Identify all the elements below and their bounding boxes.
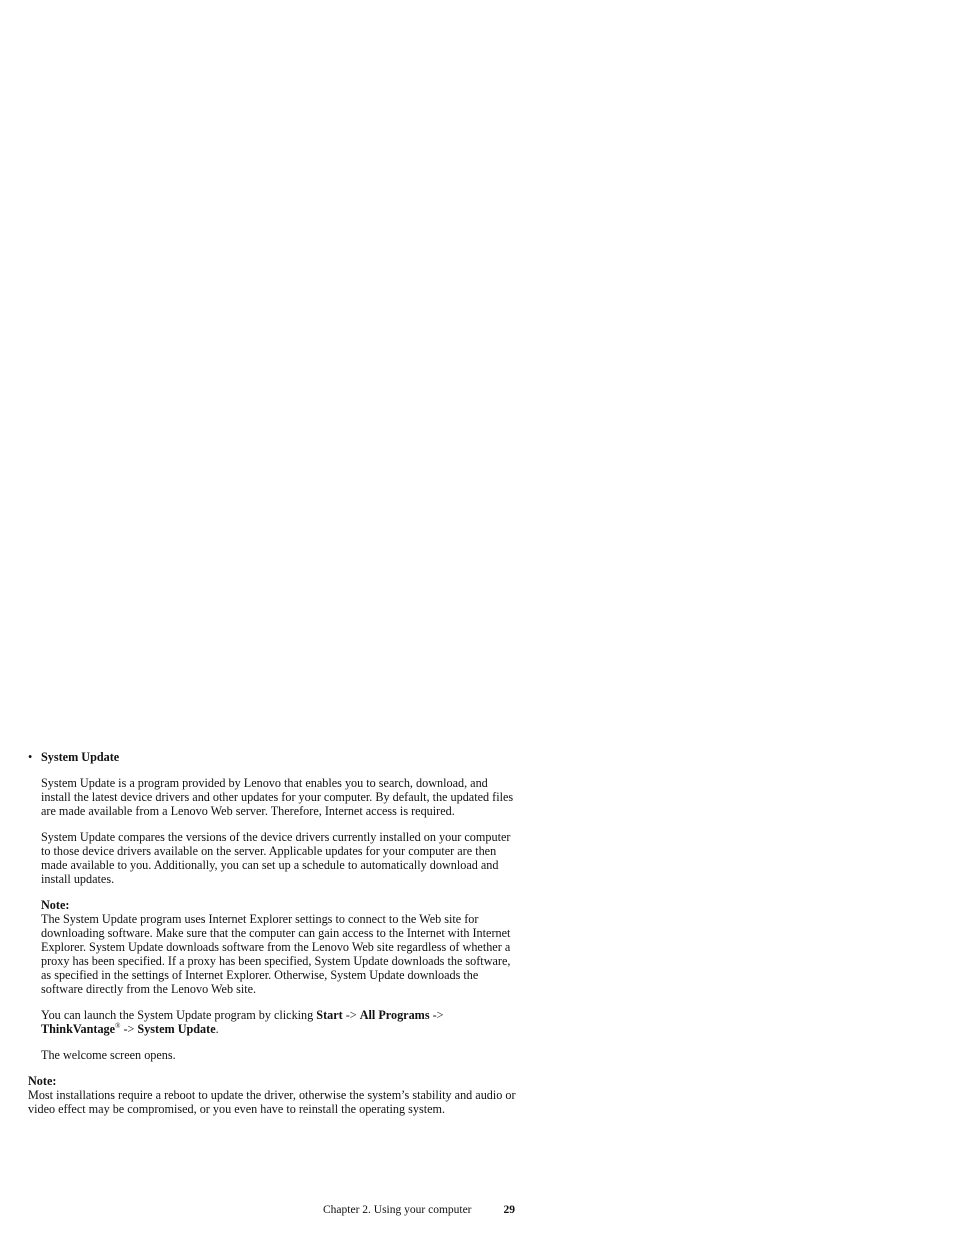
arrow-1: -> xyxy=(342,1008,360,1022)
launch-suffix: . xyxy=(215,1022,219,1036)
arrow-3: -> xyxy=(120,1022,138,1036)
paragraph-intro: System Update is a program provided by Lenovo that enables you to search, download, and install the latest device drivers and other updates for your computer. By default, the updated files are made available from a Lenovo Web server. Therefore, Internet access is required. xyxy=(41,776,514,818)
menu-system-update: System Update xyxy=(137,1022,216,1036)
paragraph-compare: System Update compares the versions of the device drivers currently installed on your computer to those device drivers available on the server. Applicable updates for your computer are then made available to you. Additionally, you can set up a schedule to automatically download and install updates. xyxy=(41,830,511,886)
menu-all-programs: All Programs xyxy=(359,1008,430,1022)
final-note-label: Note: xyxy=(28,1074,57,1088)
bullet-item-system-update xyxy=(28,750,518,764)
final-note-block xyxy=(28,1074,518,1116)
bullet-glyph: • xyxy=(28,750,33,764)
note-label: Note: xyxy=(41,898,70,912)
menu-thinkvantage: ThinkVantage xyxy=(41,1022,116,1036)
menu-start: Start xyxy=(316,1008,343,1022)
paragraph-welcome: The welcome screen opens. xyxy=(41,1048,176,1062)
final-note-text: Most installations require a reboot to update the driver, otherwise the system’s stability and audio or video effect may be compromised, or you even have to reinstall the operating system. xyxy=(28,1088,516,1116)
page-footer xyxy=(323,1203,515,1217)
registered-mark: ® xyxy=(115,1021,121,1030)
paragraph-launch xyxy=(41,1008,518,1036)
footer-chapter: Chapter 2. Using your computer xyxy=(323,1204,472,1216)
arrow-2: -> xyxy=(429,1008,444,1022)
launch-prefix: You can launch the System Update program by clicking xyxy=(41,1008,317,1022)
page-number: 29 xyxy=(503,1204,515,1216)
page-content xyxy=(28,750,518,1116)
note-block xyxy=(41,898,518,996)
section-heading: System Update xyxy=(41,750,120,764)
note-text: The System Update program uses Internet Explorer settings to connect to the Web site for downloading software. Make sure that the computer can gain access to the Internet with Internet Explorer. System Update downloads software from the Lenovo Web site regardless of whether a proxy has been specified. If a proxy has been specified, System Update downloads the software, as specified in the settings of Internet Explorer. Otherwise, System Update downloads the software directly from the Lenovo Web site. xyxy=(41,912,511,996)
